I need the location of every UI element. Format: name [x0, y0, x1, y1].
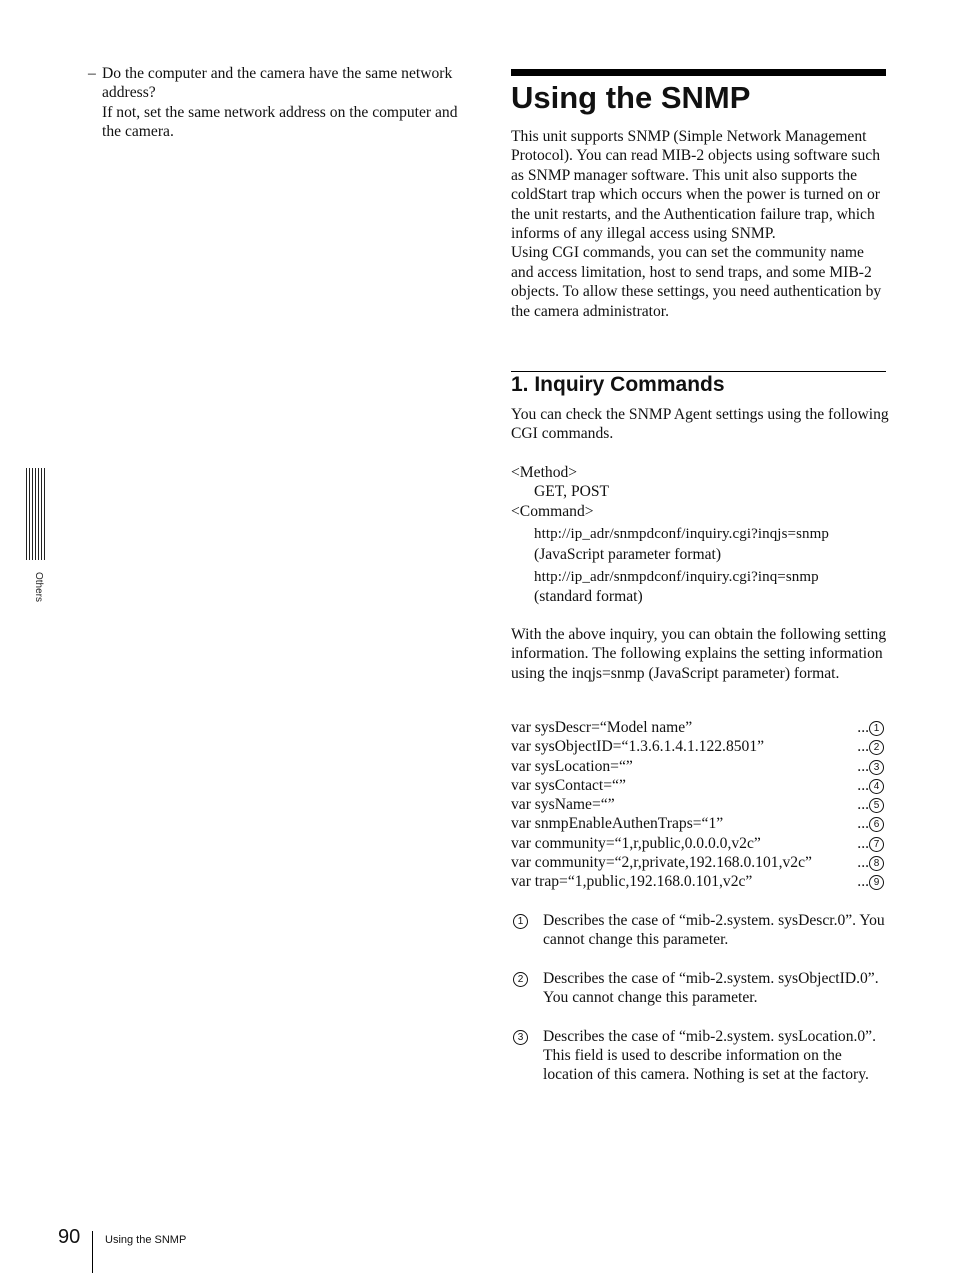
note-question: Do the computer and the camera have the same network address?: [102, 65, 453, 102]
section-tab-marker: [26, 468, 46, 560]
variable-text: var snmpEnableAuthenTraps=“1”: [511, 815, 724, 833]
page-number: 90: [58, 1226, 81, 1248]
command-url-standard: http://ip_adr/snmpdconf/inquiry.cgi?inq=snmp: [534, 569, 819, 586]
variable-row: [511, 776, 886, 795]
leader-dots: ...: [857, 834, 869, 852]
circled-number: 6: [869, 817, 884, 832]
command-block: [511, 463, 889, 607]
footnote-item: [511, 1027, 889, 1085]
inquiry-intro: You can check the SNMP Agent settings using the following CGI commands.: [511, 406, 889, 443]
command-label: <Command>: [511, 502, 594, 520]
variable-row: [511, 737, 886, 756]
variable-text: var sysContact=“”: [511, 776, 626, 794]
method-label: <Method>: [511, 464, 578, 481]
note-dash: –: [88, 65, 96, 82]
variable-list: [511, 718, 886, 892]
subsection-heading: 1. Inquiry Commands: [511, 373, 725, 396]
circled-number: 1: [869, 721, 884, 736]
leader-dots: ...: [857, 854, 869, 872]
variable-text: var sysName=“”: [511, 796, 615, 814]
leader-dots: ...: [857, 796, 869, 814]
title-rule: [511, 69, 886, 76]
circled-number: 2: [513, 972, 528, 987]
footnotes: [511, 911, 889, 1104]
variable-row: [511, 757, 886, 776]
variable-row: [511, 814, 886, 833]
circled-number: 5: [869, 798, 884, 813]
footnote-item: [511, 911, 889, 950]
section-tab-label: Others: [33, 572, 44, 603]
circled-number: 1: [513, 914, 528, 929]
variable-text: var community=“1,r,public,0.0.0.0,v2c”: [511, 834, 761, 852]
intro-paragraph-2: Using CGI commands, you can set the community name and access limitation, host to send traps, and some MIB-2 objects. To allow these settings, you need authentication by the camera administrator.: [511, 244, 882, 320]
variable-row: [511, 853, 886, 872]
leader-dots: ...: [857, 873, 869, 891]
circled-number: 3: [513, 1030, 528, 1045]
circled-number: 3: [869, 760, 884, 775]
left-note: [88, 64, 468, 142]
leader-dots: ...: [857, 757, 869, 775]
intro-text: [511, 127, 889, 321]
circled-number: 9: [869, 875, 884, 890]
leader-dots: ...: [857, 738, 869, 756]
page-title: Using the SNMP: [511, 80, 751, 115]
variable-text: var sysDescr=“Model name”: [511, 719, 693, 736]
footnote-text: Describes the case of “mib-2.system. sysDescr.0”. You cannot change this parameter.: [543, 912, 885, 949]
circled-number: 8: [869, 856, 884, 871]
variable-text: var sysObjectID=“1.3.6.1.4.1.122.8501”: [511, 738, 765, 756]
leader-dots: ...: [857, 776, 869, 794]
leader-dots: ...: [857, 815, 869, 833]
circled-number: 7: [869, 837, 884, 852]
variable-row: [511, 795, 886, 814]
note-instruction: If not, set the same network address on the computer and the camera.: [102, 103, 458, 141]
command-url-js: http://ip_adr/snmpdconf/inquiry.cgi?inqjs=snmp: [534, 526, 829, 543]
variable-row: [511, 834, 886, 853]
footnote-text: Describes the case of “mib-2.system. sysObjectID.0”. You cannot change this parameter.: [543, 969, 879, 1007]
variable-row: [511, 718, 886, 737]
variable-text: var sysLocation=“”: [511, 757, 633, 775]
variable-text: var community=“2,r,private,192.168.0.101,v2c”: [511, 854, 812, 872]
leader-dots: ...: [857, 719, 869, 736]
variable-text: var trap=“1,public,192.168.0.101,v2c”: [511, 873, 753, 891]
footnote-item: [511, 969, 889, 1008]
inquiry-explanation: With the above inquiry, you can obtain the following setting information. The following explains the setting information using the inqjs=snmp (JavaScript parameter) format.: [511, 626, 887, 682]
variable-row: [511, 872, 886, 891]
footnote-text: Describes the case of “mib-2.system. sysLocation.0”. This field is used to describe information on the location of this camera. Nothing is set at the factory.: [543, 1027, 877, 1084]
command-format-standard: (standard format): [534, 588, 643, 606]
circled-number: 4: [869, 779, 884, 794]
command-format-js: (JavaScript parameter format): [534, 545, 722, 563]
footer-section-title: Using the SNMP: [105, 1234, 187, 1246]
intro-paragraph-1: This unit supports SNMP (Simple Network Management Protocol). You can read MIB-2 objects using software such as SNMP manager software. This unit also supports the coldStart trap which occurs when the power is turned on or the unit restarts, and the Authentication failure trap, which informs of any illegal access using SNMP.: [511, 128, 880, 243]
footer-divider: [92, 1231, 93, 1273]
method-value: GET, POST: [534, 483, 610, 501]
circled-number: 2: [869, 740, 884, 755]
